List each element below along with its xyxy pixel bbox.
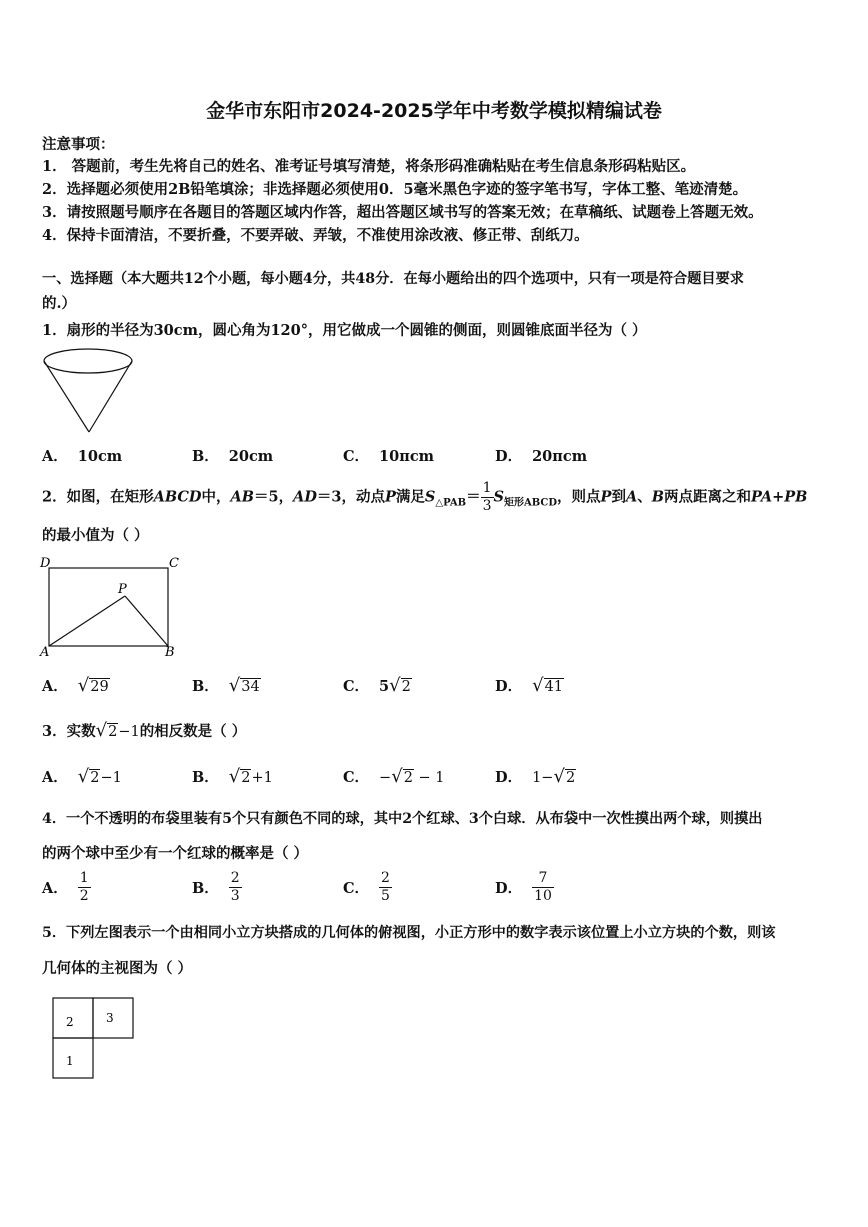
q4-option-c[interactable]: C． $\frac{2}{5}$ [343,870,390,904]
vertex-label-a: A [40,645,50,658]
question-5-text-cont: 几何体的主视图为（ ） [42,960,193,977]
q4-option-d[interactable]: D． $\frac{7}{10}$ [495,870,552,904]
grid-cell-count: 1 [66,1054,74,1068]
question-2-text: 2．如图，在矩形ABCD中，AB＝5，AD＝3，动点P满足$S_{\triangle PAB}=$ $\frac{1}{3}$ $S_{矩形ABCD}$，则点P到A、B两点距离之和PA+PB [42,480,808,514]
notice-item: 1． 答题前，考生先将自己的姓名、准考证号填写清楚，将条形码准确粘贴在考生信息条形码粘贴区。 [42,158,696,175]
notice-heading: 注意事项： [42,136,115,153]
cone-base-ellipse [44,349,132,373]
rectangle-figure [38,552,188,658]
grid-cell-count: 3 [106,1011,114,1025]
question-5-text: 5．下列左图表示一个由相同小立方块搭成的几何体的俯视图，小正方形中的数字表示该位置上小立方块的个数，则该 [42,925,776,941]
segment-pb [125,596,168,646]
grid-cell-count: 2 [66,1015,74,1029]
top-view-grid [50,995,138,1081]
q2-option-b[interactable]: B． √34 [192,675,260,696]
q1-option-a[interactable]: A． 10cm [42,448,123,465]
q1-option-c[interactable]: C． 10πcm [343,448,435,465]
page-title: 金华市东阳市2024-2025学年中考数学模拟精编试卷 [206,100,662,122]
question-4-text-cont: 的两个球中至少有一个红球的概率是（ ） [42,845,309,862]
q2-option-a[interactable]: A． √29 [42,675,109,696]
q4-option-b[interactable]: B． $\frac{2}{3}$ [192,870,240,904]
vertex-label-b: B [165,645,175,658]
q1-option-b[interactable]: B． 20cm [192,448,274,465]
section-heading-cont: 的.） [42,295,77,312]
point-label-p: P [118,582,127,597]
q3-option-b[interactable]: B． √2+1 [192,766,273,787]
section-heading: 一、选择题（本大题共12个小题，每小题4分，共48分．在每小题给出的四个选项中，只有一项是符合题目要求 [42,271,744,287]
segment-pa [49,596,125,646]
notice-item: 4．保持卡面清洁，不要折叠，不要弄破、弄皱，不准使用涂改液、修正带、刮纸刀。 [42,227,589,244]
notice-item: 3．请按照题号顺序在各题目的答题区域内作答，超出答题区域书写的答案无效；在草稿纸、试题卷上答题无效。 [42,204,763,221]
question-1-text: 1．扇形的半径为30cm，圆心角为120°，用它做成一个圆锥的侧面，则圆锥底面半径为（ ） [42,322,647,339]
q2-option-d[interactable]: D． √41 [495,675,564,696]
q4-option-a[interactable]: A． $\frac{1}{2}$ [42,870,89,904]
q2-option-c[interactable]: C． 5√2 [343,675,411,696]
q3-option-d[interactable]: D． 1−√2 [495,766,576,787]
vertex-label-d: D [40,556,51,571]
question-3-text: 3．实数√2−1的相反数是（ ） [42,720,247,741]
cone-figure [40,345,144,437]
notice-item: 2．选择题必须使用2B铅笔填涂；非选择题必须使用0．5毫米黑色字迹的签字笔书写，字体工整、笔迹清楚。 [42,181,748,198]
question-4-text: 4．一个不透明的布袋里装有5个只有颜色不同的球，其中2个红球、3个白球．从布袋中一次性摸出两个球，则摸出 [42,811,763,827]
q1-option-d[interactable]: D． 20πcm [495,448,588,465]
question-2-text-cont: 的最小值为（ ） [42,527,149,544]
vertex-label-c: C [169,556,179,571]
q3-option-c[interactable]: C． −√2 − 1 [343,766,445,787]
q3-option-a[interactable]: A． √2−1 [42,766,122,787]
